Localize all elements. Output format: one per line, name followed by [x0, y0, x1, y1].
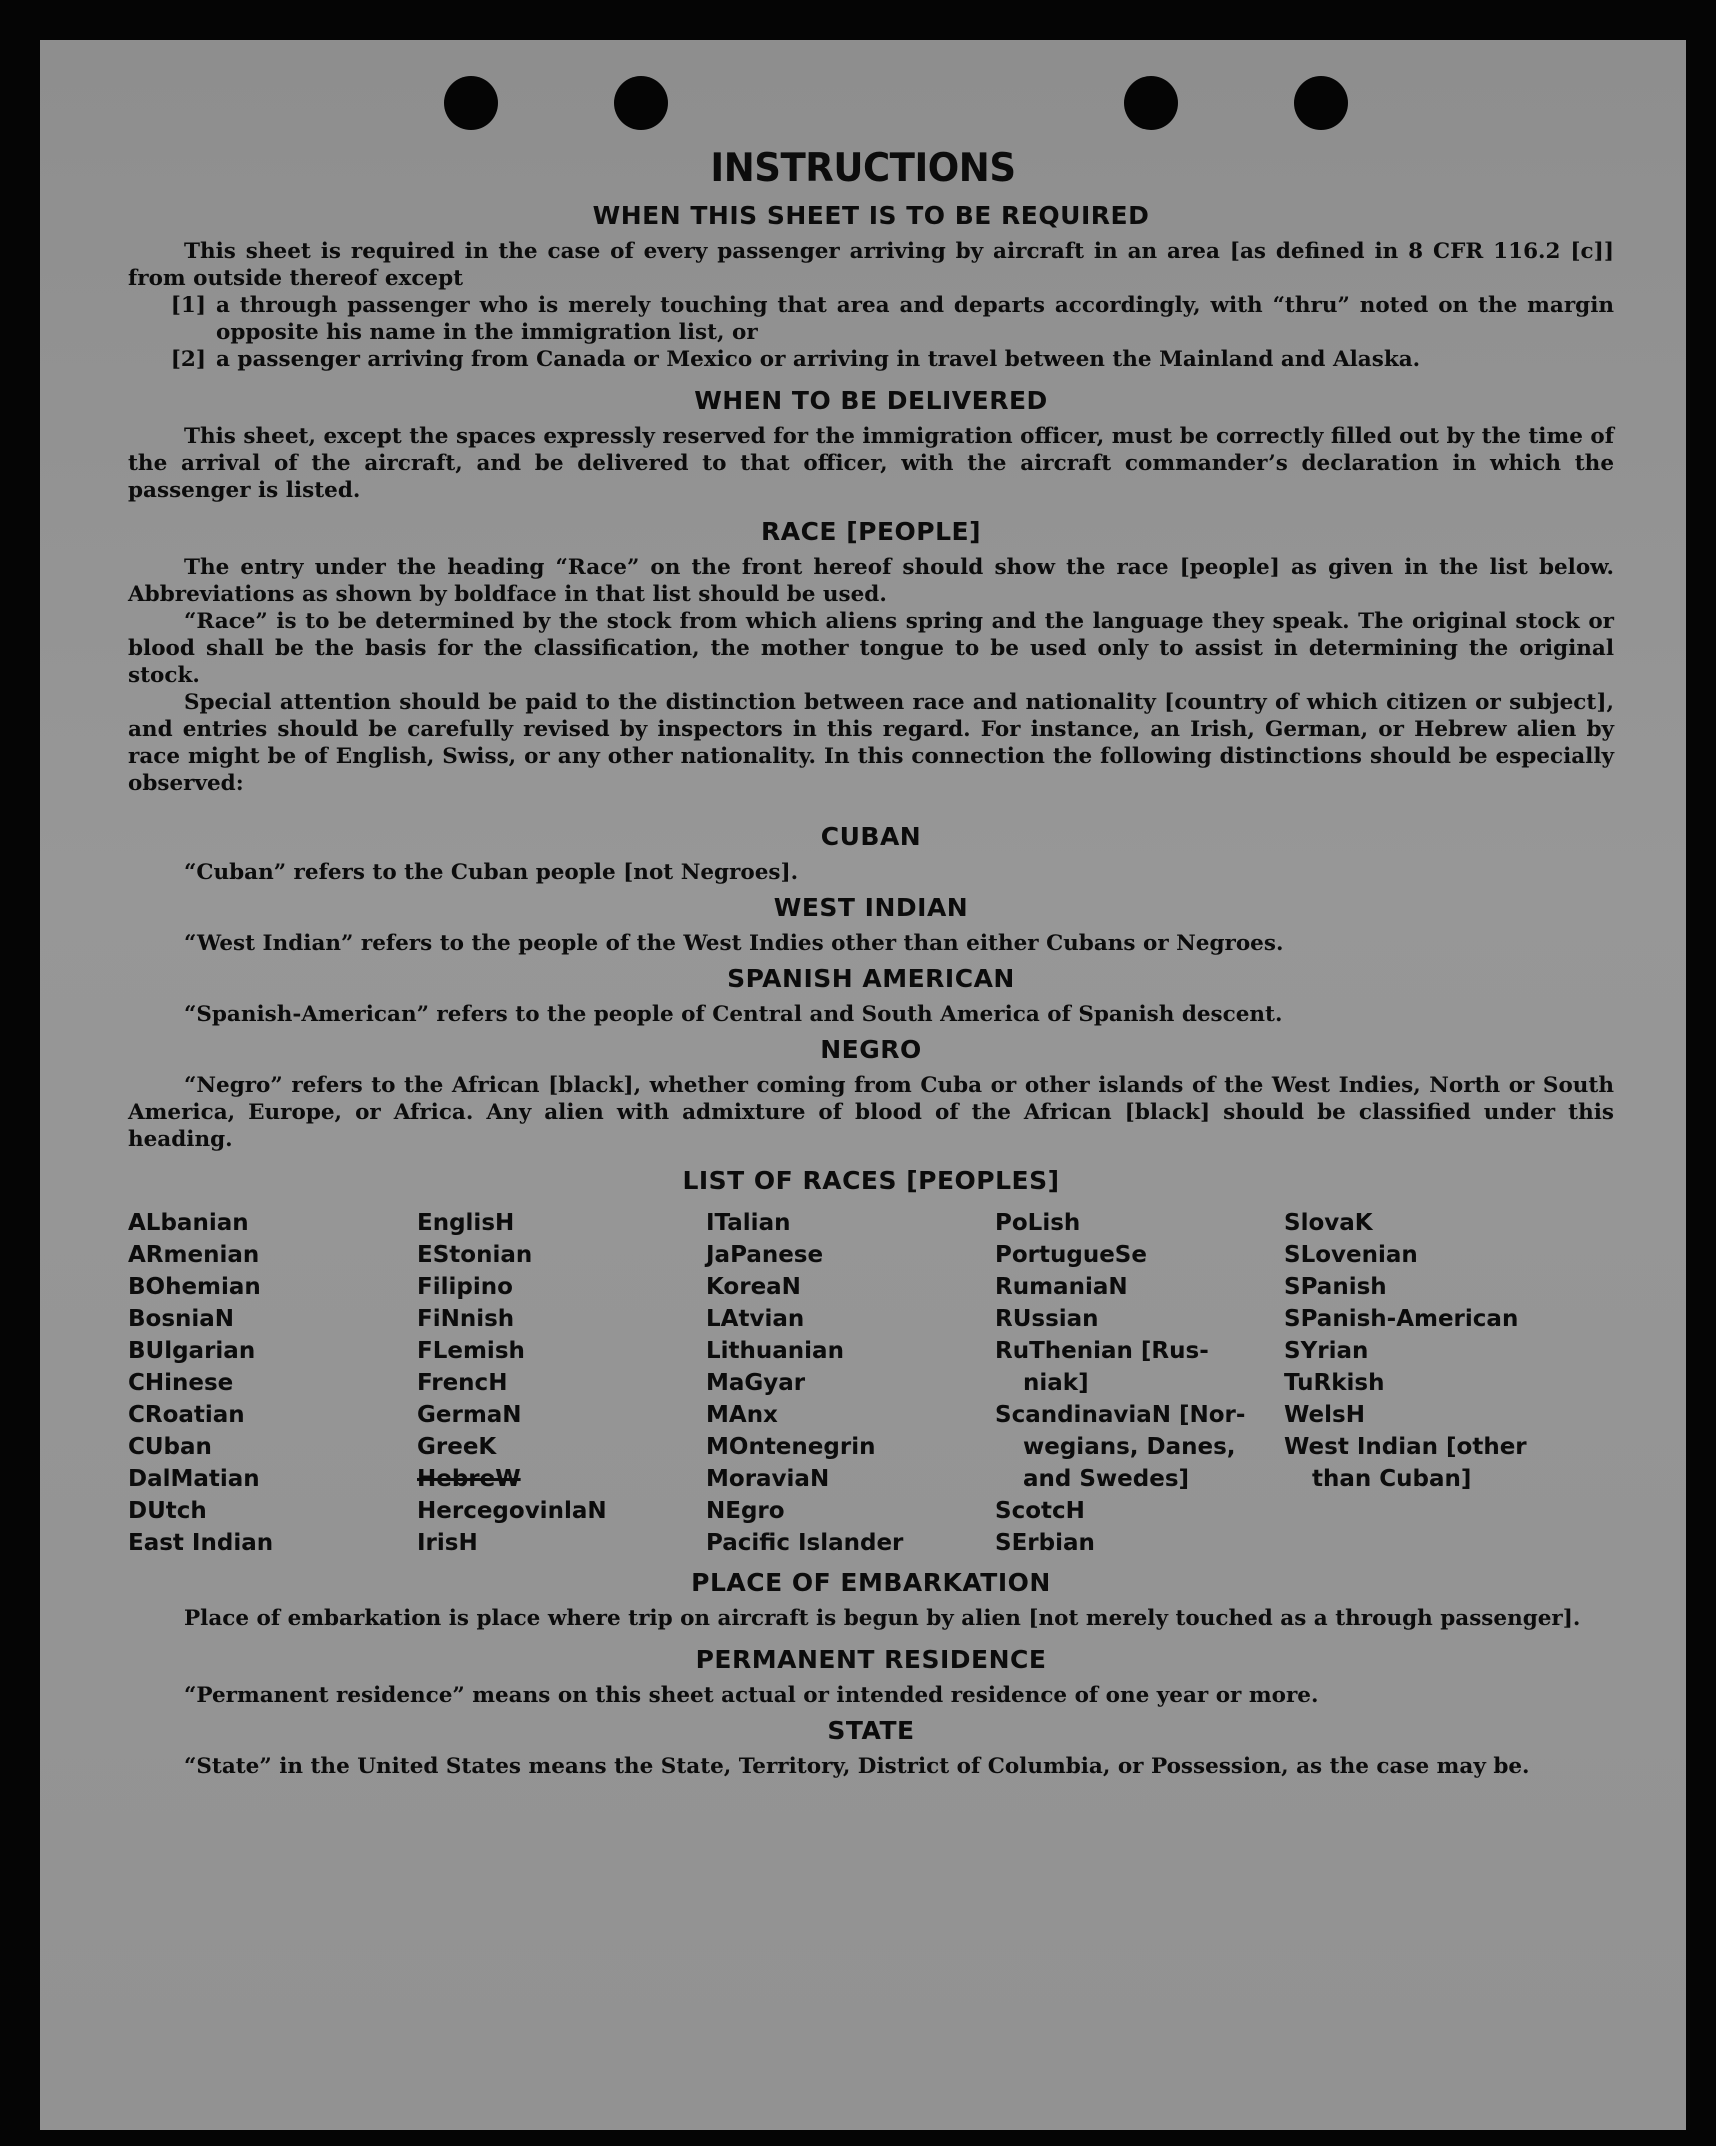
- race-entry: SLovenian: [1284, 1242, 1418, 1268]
- spanish-american-text: “Spanish-American” refers to the people of Central and South America of Spanish descent.: [184, 1002, 1283, 1027]
- heading-state: STATE: [827, 1716, 915, 1745]
- race-paragraph-1: The entry under the heading “Race” on the front hereof should show the race [people] as given in the list below. Abbreviations as shown by boldface in that list should be used.: [128, 555, 1614, 607]
- race-entry: IrisH: [417, 1530, 478, 1556]
- exception-text: a through passenger who is merely touching that area and departs accordingly, with “thru” noted on the margin opposite his name in the immigration list, or: [216, 293, 1614, 345]
- heading-when-required: WHEN THIS SHEET IS TO BE REQUIRED: [592, 201, 1150, 230]
- race-entry: HercegovinlaN: [417, 1498, 607, 1524]
- races-column-2: [417, 1207, 706, 1559]
- race-entry: East Indian: [128, 1530, 274, 1556]
- when-delivered-text: This sheet, except the spaces expressly reserved for the immigration officer, must be correctly filled out by the time of the arrival of the aircraft, and be delivered to that officer, with the aircraft commander’s declaration in which the passenger is listed.: [128, 424, 1614, 503]
- race-entry: MOntenegrin: [706, 1434, 876, 1460]
- race-entry: Filipino: [417, 1274, 513, 1300]
- permanent-residence-text: “Permanent residence” means on this sheet actual or intended residence of one year or more.: [184, 1683, 1319, 1708]
- race-entry: CRoatian: [128, 1402, 245, 1428]
- race-entry: SlovaK: [1284, 1210, 1373, 1236]
- punch-hole: [444, 76, 498, 130]
- list-of-races: [128, 1207, 1614, 1559]
- heading-when-delivered: WHEN TO BE DELIVERED: [694, 386, 1048, 415]
- heading-negro: NEGRO: [820, 1035, 922, 1064]
- race-entry: DalMatian: [128, 1466, 260, 1492]
- race-entry: EStonian: [417, 1242, 533, 1268]
- west-indian-text: “West Indian” refers to the people of the West Indies other than either Cubans or Negroes.: [184, 931, 1284, 956]
- race-entry: PortugueSe: [995, 1242, 1147, 1268]
- race-entry: CUban: [128, 1434, 212, 1460]
- race-entry: ARmenian: [128, 1242, 260, 1268]
- race-entry: BUlgarian: [128, 1338, 256, 1364]
- race-entry-continued: and Swedes]: [1023, 1466, 1190, 1492]
- race-entry: JaPanese: [706, 1242, 824, 1268]
- race-entry-continued: wegians, Danes,: [1023, 1434, 1236, 1460]
- exception-text: a passenger arriving from Canada or Mexico or arriving in travel between the Mainland and Alaska.: [216, 347, 1421, 372]
- race-entry: LAtvian: [706, 1306, 805, 1332]
- race-entry: PoLish: [995, 1210, 1081, 1236]
- race-entry: Lithuanian: [706, 1338, 844, 1364]
- heading-permanent-residence: PERMANENT RESIDENCE: [695, 1645, 1047, 1674]
- race-entry: BOhemian: [128, 1274, 261, 1300]
- race-entry: FiNnish: [417, 1306, 515, 1332]
- exception-number: [1]: [170, 293, 206, 318]
- page-title: INSTRUCTIONS: [710, 146, 1016, 191]
- race-entry: KoreaN: [706, 1274, 801, 1300]
- race-entry: DUtch: [128, 1498, 207, 1524]
- race-entry: MoraviaN: [706, 1466, 830, 1492]
- when-required-intro: This sheet is required in the case of every passenger arriving by aircraft in an area [as defined in 8 CFR 116.2 [c]] from outside thereof except: [128, 239, 1614, 291]
- heading-race: RACE [PEOPLE]: [760, 517, 982, 546]
- race-entry: SPanish: [1284, 1274, 1387, 1300]
- race-entry: FrencH: [417, 1370, 508, 1396]
- race-entry: RUssian: [995, 1306, 1099, 1332]
- exception-number: [2]: [170, 347, 206, 372]
- document-sheet: [40, 40, 1686, 2130]
- race-entry: SPanish-American: [1284, 1306, 1519, 1332]
- heading-west-indian: WEST INDIAN: [773, 893, 969, 922]
- race-paragraph-2: “Race” is to be determined by the stock from which aliens spring and the language they speak. The original stock or blood shall be the basis for the classification, the mother tongue to be used only to assist in determining the original stock.: [128, 609, 1614, 688]
- race-entry: FLemish: [417, 1338, 525, 1364]
- race-entry: GermaN: [417, 1402, 522, 1428]
- race-entry: ALbanian: [128, 1210, 249, 1236]
- race-entry: ITalian: [706, 1210, 791, 1236]
- race-entry: EnglisH: [417, 1210, 515, 1236]
- race-entry: NEgro: [706, 1498, 785, 1524]
- races-column-1: [128, 1207, 417, 1559]
- race-entry: Pacific Islander: [706, 1530, 904, 1556]
- race-entry: ScandinaviaN [Nor-: [995, 1402, 1246, 1428]
- race-entry: RumaniaN: [995, 1274, 1128, 1300]
- races-column-3: [706, 1207, 995, 1559]
- state-text: “State” in the United States means the State, Territory, District of Columbia, or Possession, as the case may be.: [184, 1754, 1530, 1779]
- race-entry-continued: niak]: [1023, 1370, 1089, 1396]
- punch-hole: [1124, 76, 1178, 130]
- exception-item-2: [128, 346, 1614, 373]
- cuban-text: “Cuban” refers to the Cuban people [not Negroes].: [184, 860, 799, 885]
- heading-place-of-embarkation: PLACE OF EMBARKATION: [691, 1568, 1051, 1597]
- instructions-body: [128, 200, 1614, 1780]
- place-of-embarkation-text: Place of embarkation is place where trip on aircraft is begun by alien [not merely touched as a through passenger].: [184, 1606, 1581, 1631]
- race-entry: GreeK: [417, 1434, 497, 1460]
- race-entry: MaGyar: [706, 1370, 806, 1396]
- race-entry: SErbian: [995, 1530, 1095, 1556]
- race-paragraph-3: Special attention should be paid to the distinction between race and nationality [country of which citizen or subject], and entries should be carefully revised by inspectors in this regard. For instance, an Irish, German, or Hebrew alien by race might be of English, Swiss, or any other nationality. In this connection the following distinctions should be especially observed:: [128, 690, 1614, 796]
- heading-spanish-american: SPANISH AMERICAN: [727, 964, 1015, 993]
- race-entry-struck: HebreW: [417, 1466, 521, 1492]
- punch-hole: [614, 76, 668, 130]
- race-entry: RuThenian [Rus-: [995, 1338, 1209, 1364]
- races-column-5: [1284, 1207, 1573, 1559]
- race-entry: CHinese: [128, 1370, 234, 1396]
- race-entry: BosniaN: [128, 1306, 235, 1332]
- heading-list-of-races: LIST OF RACES [PEOPLES]: [682, 1166, 1060, 1195]
- races-column-4: [995, 1207, 1284, 1559]
- race-entry: ScotcH: [995, 1498, 1085, 1524]
- heading-cuban: CUBAN: [820, 822, 922, 851]
- race-entry: SYrian: [1284, 1338, 1369, 1364]
- race-entry: MAnx: [706, 1402, 778, 1428]
- race-entry: West Indian [other: [1284, 1434, 1527, 1460]
- race-entry: TuRkish: [1284, 1370, 1385, 1396]
- negro-text: “Negro” refers to the African [black], whether coming from Cuba or other islands of the West Indies, North or South America, Europe, or Africa. Any alien with admixture of blood of the African [black] should be classified under this heading.: [128, 1073, 1614, 1152]
- exception-item-1: [128, 292, 1614, 346]
- punch-hole: [1294, 76, 1348, 130]
- race-entry: WelsH: [1284, 1402, 1365, 1428]
- race-entry-continued: than Cuban]: [1312, 1466, 1472, 1492]
